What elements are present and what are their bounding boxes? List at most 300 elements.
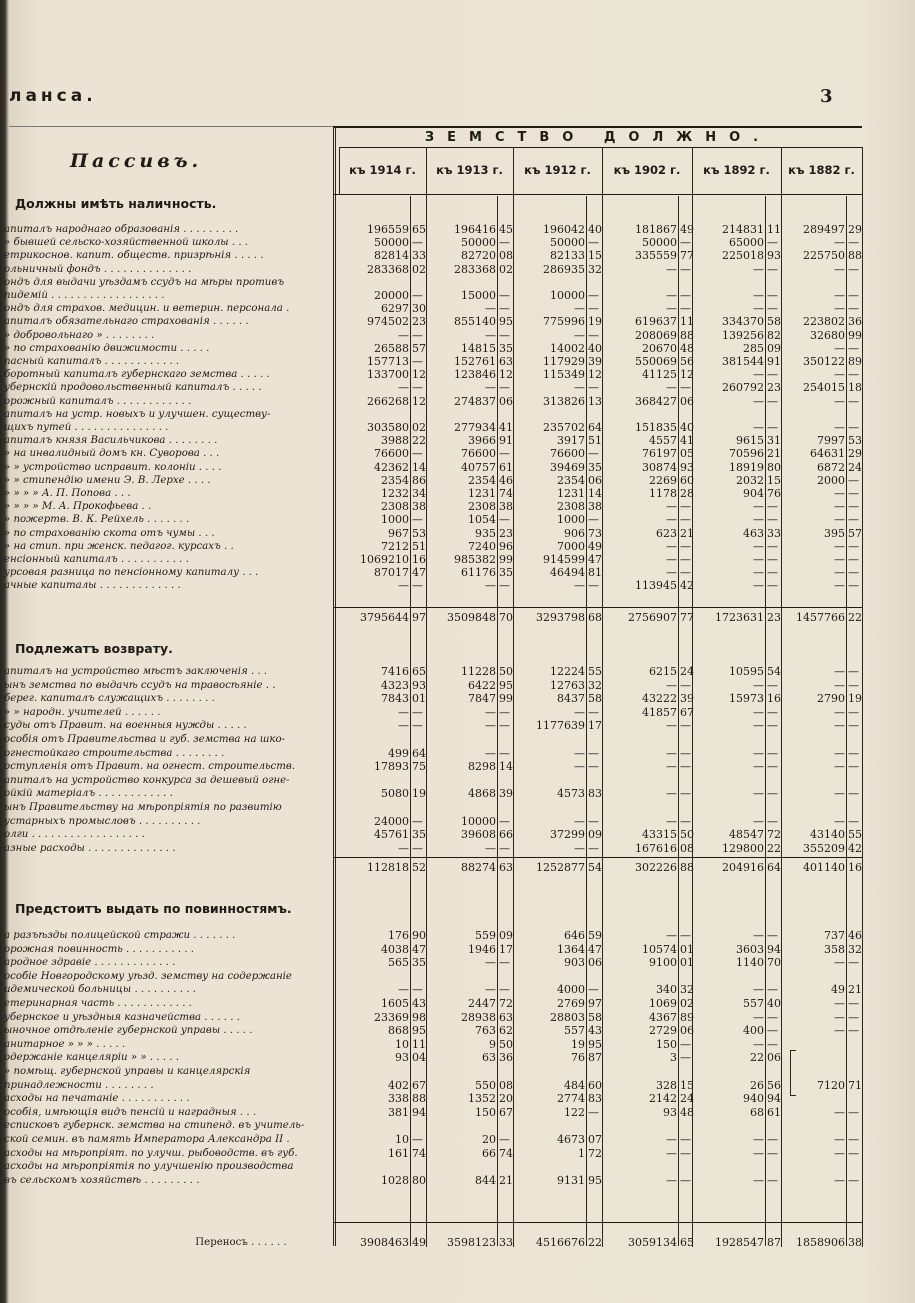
cell-rubles: — xyxy=(753,500,764,514)
table-row xyxy=(0,970,915,983)
cell-rubles: 20670 xyxy=(642,341,677,355)
cell-rubles: 76 xyxy=(571,1051,585,1065)
cell-rubles: 117929 xyxy=(543,355,585,368)
cell-rubles: 328 xyxy=(656,1078,677,1092)
cell-kopeks: 35 xyxy=(412,956,426,970)
cell-kopeks: 02 xyxy=(680,997,694,1010)
cell-rubles: — xyxy=(666,1146,677,1160)
cell-kopeks: — xyxy=(680,746,691,760)
cell-kopeks: 46 xyxy=(499,473,513,487)
cell-kopeks: 12 xyxy=(588,368,602,382)
cell-kopeks: 55 xyxy=(848,828,862,842)
row-label: ынъ Правительству на мѣропріятія по развитію xyxy=(4,802,282,813)
cell-rubles: — xyxy=(834,566,845,580)
cell-kopeks: 62 xyxy=(499,1024,513,1038)
cell-kopeks: — xyxy=(848,678,859,692)
cell-rubles: 150 xyxy=(656,1037,677,1051)
total-row xyxy=(0,611,915,624)
cell-kopeks: — xyxy=(499,746,510,760)
cell-rubles: 46494 xyxy=(550,566,585,580)
cell-rubles: 7000 xyxy=(557,539,585,553)
cell-kopeks: 20 xyxy=(499,1092,513,1106)
cell-rubles: 133700 xyxy=(367,368,409,382)
row-label: асходы на печатаніе . . . . . . . . . . . xyxy=(4,1093,190,1105)
row-label: етеринарная часть . . . . . . . . . . . . xyxy=(4,998,192,1009)
cell-kopeks: 40 xyxy=(767,997,781,1010)
cell-kopeks: 41 xyxy=(499,421,513,434)
cell-rubles: 283368 xyxy=(454,262,496,276)
cell-rubles: 93 xyxy=(395,1051,409,1065)
cell-rubles: 914599 xyxy=(543,553,585,566)
cell-kopeks: — xyxy=(848,760,859,774)
cell-rubles: 6297 xyxy=(381,302,409,316)
cell-kopeks: 71 xyxy=(848,1078,862,1092)
cell-rubles: 12224 xyxy=(550,665,585,678)
cell-kopeks: 49 xyxy=(680,223,694,236)
cell-rubles: 26588 xyxy=(374,341,409,355)
cell-rubles: 139256 xyxy=(722,328,764,342)
cell-rubles: 1946 xyxy=(468,942,496,956)
cell-kopeks: 22 xyxy=(848,611,862,624)
cell-rubles: — xyxy=(834,1146,845,1160)
cell-kopeks: — xyxy=(848,787,859,801)
cell-rubles: — xyxy=(753,814,764,828)
cell-kopeks: — xyxy=(767,1010,778,1024)
cell-kopeks: 58 xyxy=(588,1010,602,1024)
cell-rubles: 2447 xyxy=(468,997,496,1010)
cell-kopeks: 80 xyxy=(412,1173,426,1187)
cell-rubles: — xyxy=(574,579,585,593)
row-label: » » стипендію имени Э. В. Лерхе . . . . xyxy=(4,474,211,486)
row-label: ондъ для выдачи уѣздамъ ссудъ на мѣры противъ xyxy=(4,276,285,288)
table-row xyxy=(0,381,915,394)
cell-kopeks: 15 xyxy=(680,1078,694,1092)
cell-rubles: 868 xyxy=(388,1024,409,1038)
cell-rubles: — xyxy=(666,787,677,801)
cell-kopeks: — xyxy=(848,553,859,566)
cell-rubles: — xyxy=(834,814,845,828)
cell-kopeks: — xyxy=(848,421,859,434)
cell-kopeks: — xyxy=(848,1173,859,1187)
cell-kopeks: — xyxy=(680,719,691,733)
cell-kopeks: — xyxy=(680,1173,691,1187)
table-row xyxy=(0,263,915,276)
cell-rubles: 4516676 xyxy=(536,1236,585,1249)
cell-kopeks: 64 xyxy=(588,421,602,434)
cell-rubles: 381544 xyxy=(722,355,764,368)
cell-kopeks: 16 xyxy=(848,861,862,874)
cell-rubles: 7997 xyxy=(817,434,845,448)
cell-rubles: 23369 xyxy=(374,1010,409,1024)
cell-rubles: 855140 xyxy=(454,315,496,329)
cell-kopeks: 67 xyxy=(499,1105,513,1119)
cell-rubles: 3795644 xyxy=(360,611,409,624)
cell-rubles: 196416 xyxy=(454,223,496,236)
cell-kopeks: 88 xyxy=(680,328,694,342)
table-row xyxy=(0,329,915,342)
cell-kopeks: 86 xyxy=(412,473,426,487)
top-rule-left xyxy=(9,126,334,127)
cell-kopeks: 77 xyxy=(680,611,694,624)
cell-kopeks: — xyxy=(412,236,423,250)
cell-rubles: 763 xyxy=(475,1024,496,1038)
cell-kopeks: 02 xyxy=(499,262,513,276)
table-row xyxy=(0,1024,915,1037)
table-row xyxy=(0,692,915,705)
table-row xyxy=(0,665,915,678)
cell-kopeks: 88 xyxy=(680,861,694,874)
cell-kopeks: — xyxy=(767,983,778,997)
cell-kopeks: 38 xyxy=(499,500,513,514)
cell-rubles: 10000 xyxy=(461,814,496,828)
cell-kopeks: — xyxy=(767,760,778,774)
cell-kopeks: 09 xyxy=(767,341,781,355)
cell-kopeks: 76 xyxy=(767,487,781,500)
cell-kopeks: — xyxy=(412,513,423,527)
table-row xyxy=(0,706,915,719)
row-label: ойкій матеріалъ . . . . . . . . . . . . xyxy=(4,788,173,800)
column-header: къ 1902 г. xyxy=(613,163,681,177)
cell-rubles: — xyxy=(834,236,845,250)
cell-rubles: — xyxy=(666,814,677,828)
cell-rubles: 7212 xyxy=(381,539,409,553)
cell-rubles: — xyxy=(753,929,764,942)
cell-rubles: — xyxy=(753,302,764,316)
cell-rubles: — xyxy=(666,1133,677,1146)
cell-kopeks: — xyxy=(848,746,859,760)
cell-kopeks: — xyxy=(680,814,691,828)
table-row xyxy=(0,1133,915,1146)
cell-kopeks: — xyxy=(767,719,778,733)
cell-rubles: 4000 xyxy=(557,983,585,997)
cell-rubles: — xyxy=(753,289,764,302)
cell-rubles: — xyxy=(834,997,845,1010)
table-row xyxy=(0,461,915,474)
row-label: етрикоснов. капит. обществ. призрѣнія . . . . . xyxy=(4,250,264,262)
cell-kopeks: 33 xyxy=(499,1236,513,1249)
cell-kopeks: 64 xyxy=(767,861,781,874)
row-label: пидемій . . . . . . . . . . . . . . . . . . xyxy=(4,290,165,301)
cell-rubles: 63 xyxy=(482,1051,496,1065)
cell-kopeks: — xyxy=(680,289,691,302)
cell-kopeks: 49 xyxy=(412,1236,426,1249)
cell-rubles: 2354 xyxy=(557,473,585,487)
cell-rubles: — xyxy=(666,381,677,395)
cell-kopeks: 68 xyxy=(588,611,602,624)
cell-kopeks: — xyxy=(588,236,599,250)
cell-kopeks: — xyxy=(767,539,778,553)
cell-kopeks: — xyxy=(499,705,510,719)
cell-kopeks: — xyxy=(680,929,691,942)
cell-rubles: — xyxy=(485,983,496,997)
cell-kopeks: 91 xyxy=(499,434,513,448)
cell-kopeks: 96 xyxy=(499,539,513,553)
table-row xyxy=(0,276,915,289)
total-rule xyxy=(334,1222,862,1223)
cell-kopeks: 60 xyxy=(680,473,694,487)
cell-rubles: — xyxy=(666,746,677,760)
cell-kopeks: — xyxy=(848,1133,859,1146)
cell-rubles: 283368 xyxy=(367,262,409,276)
cell-rubles: — xyxy=(753,705,764,719)
cell-rubles: 1140 xyxy=(736,956,764,970)
cell-rubles: — xyxy=(666,553,677,566)
section-title: Должны имѣть наличность. xyxy=(15,196,217,211)
cell-kopeks: — xyxy=(680,500,691,514)
cell-rubles: — xyxy=(485,956,496,970)
cell-rubles: 1069 xyxy=(649,997,677,1010)
cell-kopeks: — xyxy=(499,381,510,395)
row-label: идемической больницы . . . . . . . . . . xyxy=(4,984,196,996)
cell-rubles: 61176 xyxy=(461,566,496,580)
cell-rubles: 401140 xyxy=(803,861,845,874)
cell-kopeks: 77 xyxy=(680,249,694,263)
cell-rubles: — xyxy=(574,381,585,395)
cell-rubles: 150 xyxy=(475,1105,496,1119)
cell-rubles: 9100 xyxy=(649,956,677,970)
row-label: орожная повинность . . . . . . . . . . . xyxy=(4,943,195,955)
cell-rubles: — xyxy=(398,719,409,733)
cell-rubles: 967 xyxy=(388,526,409,540)
cell-rubles: — xyxy=(753,579,764,593)
cell-kopeks: 63 xyxy=(499,1010,513,1024)
cell-rubles: 22 xyxy=(750,1051,764,1065)
cell-rubles: 43140 xyxy=(810,828,845,842)
cell-rubles: — xyxy=(753,787,764,801)
cell-rubles: — xyxy=(834,394,845,408)
cell-rubles: — xyxy=(834,760,845,774)
row-label: убернскій продовольственный капиталъ . . . . . xyxy=(4,382,262,394)
cell-rubles: 402 xyxy=(388,1078,409,1092)
cell-kopeks: — xyxy=(588,289,599,302)
row-label: анитарное » » » . . . . . xyxy=(4,1038,126,1050)
table-row xyxy=(0,842,915,855)
cell-rubles: 904 xyxy=(743,487,764,500)
cell-kopeks: — xyxy=(848,1010,859,1024)
cell-rubles: 557 xyxy=(564,1024,585,1038)
table-row xyxy=(0,368,915,381)
table-row xyxy=(0,527,915,540)
cell-rubles: — xyxy=(753,539,764,553)
cell-rubles: — xyxy=(666,500,677,514)
table-row xyxy=(0,395,915,408)
cell-rubles: 3603 xyxy=(736,942,764,956)
cell-rubles: 82133 xyxy=(550,249,585,263)
cell-kopeks: — xyxy=(499,1133,510,1146)
cell-rubles: 303580 xyxy=(367,421,409,434)
cell-kopeks: 74 xyxy=(412,1146,426,1160)
cell-rubles: 214831 xyxy=(722,223,764,236)
cell-kopeks: — xyxy=(848,473,859,487)
cell-rubles: — xyxy=(666,566,677,580)
cell-rubles: 484 xyxy=(564,1078,585,1092)
cell-kopeks: — xyxy=(412,355,423,368)
cell-rubles: 381 xyxy=(388,1105,409,1119)
cell-rubles: — xyxy=(834,787,845,801)
cell-rubles: 313826 xyxy=(543,394,585,408)
cell-kopeks: — xyxy=(588,746,599,760)
title-rule xyxy=(340,147,862,148)
table-row xyxy=(0,815,915,828)
cell-rubles: 14815 xyxy=(461,341,496,355)
cell-kopeks: 29 xyxy=(848,447,862,461)
cell-rubles: 1352 xyxy=(468,1092,496,1106)
cell-rubles: 41857 xyxy=(642,705,677,719)
cell-rubles: 26 xyxy=(750,1078,764,1092)
cell-kopeks: 88 xyxy=(412,1092,426,1106)
row-label: » помѣщ. губернской управы и канцелярскія xyxy=(4,1066,251,1077)
cell-rubles: — xyxy=(753,566,764,580)
cell-rubles: 20000 xyxy=(374,289,409,302)
cell-kopeks: 32 xyxy=(680,983,694,997)
cell-rubles: 565 xyxy=(388,956,409,970)
row-label: боротный капиталъ губернскаго земства . . . . . xyxy=(4,369,270,381)
cell-rubles: 113945 xyxy=(635,579,677,593)
cell-kopeks: 72 xyxy=(499,997,513,1010)
cell-kopeks: — xyxy=(680,566,691,580)
cell-kopeks: — xyxy=(848,579,859,593)
cell-rubles: — xyxy=(666,678,677,692)
cell-kopeks: — xyxy=(412,814,423,828)
cell-kopeks: — xyxy=(412,328,423,342)
cell-kopeks: — xyxy=(680,236,691,250)
cell-rubles: 1605 xyxy=(381,997,409,1010)
header-rule xyxy=(334,194,862,195)
cell-kopeks: 99 xyxy=(499,692,513,706)
cell-kopeks: 75 xyxy=(412,760,426,774)
cell-rubles: 123846 xyxy=(454,368,496,382)
cell-kopeks: 39 xyxy=(499,787,513,801)
cell-rubles: — xyxy=(834,1105,845,1119)
cell-kopeks: 28 xyxy=(680,487,694,500)
row-label: » » » » М. А. Прокофьева . . xyxy=(4,501,152,513)
row-label: ской семин. въ память Императора Александра II . xyxy=(4,1134,290,1145)
cell-kopeks: — xyxy=(588,705,599,719)
table-row xyxy=(0,1160,915,1173)
cell-kopeks: 01 xyxy=(680,942,694,956)
row-label: берег. капиталъ служащихъ . . . . . . . . xyxy=(4,693,215,705)
cell-rubles: — xyxy=(753,746,764,760)
page-number: 3 xyxy=(820,86,833,107)
cell-rubles: 1252877 xyxy=(536,861,585,874)
cell-kopeks: — xyxy=(412,447,423,461)
cell-rubles: — xyxy=(753,368,764,382)
cell-rubles: 935 xyxy=(475,526,496,540)
cell-rubles: — xyxy=(753,678,764,692)
cell-kopeks: 09 xyxy=(588,828,602,842)
row-label: ародное здравіе . . . . . . . . . . . . . xyxy=(4,957,176,969)
cell-rubles: 1028 xyxy=(381,1173,409,1187)
cell-kopeks: 82 xyxy=(767,328,781,342)
cell-kopeks: 67 xyxy=(412,1078,426,1092)
cell-rubles: — xyxy=(753,513,764,527)
cell-rubles: 10 xyxy=(395,1037,409,1051)
cell-kopeks: — xyxy=(588,328,599,342)
cell-rubles: 2769 xyxy=(557,997,585,1010)
cell-rubles: — xyxy=(834,746,845,760)
cell-rubles: 4673 xyxy=(557,1133,585,1146)
cell-rubles: — xyxy=(834,705,845,719)
cell-rubles: 1723631 xyxy=(715,611,764,624)
cell-rubles: 112818 xyxy=(367,861,409,874)
cell-kopeks: — xyxy=(680,1037,691,1051)
cell-rubles: — xyxy=(574,814,585,828)
cell-rubles: 358 xyxy=(824,942,845,956)
row-label: урсовая разница по пенсіонному капиталу . . . xyxy=(4,567,259,579)
table-row xyxy=(0,421,915,434)
cell-rubles: 1178 xyxy=(649,487,677,500)
cell-kopeks: 11 xyxy=(412,1037,426,1051)
cell-kopeks: — xyxy=(499,447,510,461)
cell-rubles: — xyxy=(398,579,409,593)
cell-kopeks: — xyxy=(848,236,859,250)
cell-kopeks: — xyxy=(499,328,510,342)
cell-rubles: — xyxy=(574,841,585,855)
cell-rubles: 24000 xyxy=(374,814,409,828)
cell-kopeks: — xyxy=(588,381,599,395)
cell-rubles: — xyxy=(485,746,496,760)
cell-kopeks: 19 xyxy=(588,315,602,329)
cell-kopeks: 41 xyxy=(680,434,694,448)
cell-kopeks: 30 xyxy=(412,302,426,316)
cell-kopeks: 21 xyxy=(680,526,694,540)
cell-kopeks: — xyxy=(412,381,423,395)
cell-rubles: 1054 xyxy=(468,513,496,527)
cell-kopeks: 54 xyxy=(767,665,781,678)
row-label: особіе Новгородскому уѣзд. земству на содержаніе xyxy=(4,970,292,982)
cell-rubles: 355209 xyxy=(803,841,845,855)
cell-rubles: 1231 xyxy=(557,487,585,500)
cell-kopeks: — xyxy=(588,1105,599,1119)
cell-rubles: — xyxy=(753,1037,764,1051)
cell-rubles: 10000 xyxy=(550,289,585,302)
cell-kopeks: 49 xyxy=(588,539,602,553)
cell-kopeks: 67 xyxy=(680,705,694,719)
cell-kopeks: 63 xyxy=(499,355,513,368)
cell-kopeks: — xyxy=(680,1146,691,1160)
cell-rubles: 550069 xyxy=(635,355,677,368)
table-row xyxy=(0,956,915,969)
cell-kopeks: 17 xyxy=(499,942,513,956)
cell-rubles: 50000 xyxy=(461,236,496,250)
cell-kopeks: — xyxy=(848,262,859,276)
cell-kopeks: 87 xyxy=(588,1051,602,1065)
cell-kopeks: 47 xyxy=(588,942,602,956)
cell-rubles: 2308 xyxy=(381,500,409,514)
cell-rubles: 974502 xyxy=(367,315,409,329)
cell-rubles: 1069210 xyxy=(360,553,409,566)
cell-rubles: 167616 xyxy=(635,841,677,855)
group-brace xyxy=(790,1050,796,1096)
cell-rubles: 68 xyxy=(750,1105,764,1119)
cell-kopeks: 51 xyxy=(588,434,602,448)
cell-kopeks: — xyxy=(412,705,423,719)
row-label: орожный капиталъ . . . . . . . . . . . . xyxy=(4,395,192,407)
cell-kopeks: 38 xyxy=(412,500,426,514)
cell-kopeks: — xyxy=(848,814,859,828)
cell-rubles: 775996 xyxy=(543,315,585,329)
cell-rubles: — xyxy=(753,1146,764,1160)
cell-kopeks: 39 xyxy=(588,355,602,368)
cell-rubles: 7416 xyxy=(381,665,409,678)
cell-rubles: — xyxy=(574,705,585,719)
cell-rubles: 737 xyxy=(824,929,845,942)
cell-rubles: 1364 xyxy=(557,942,585,956)
cell-rubles: 4868 xyxy=(468,787,496,801)
cell-rubles: 1457766 xyxy=(796,611,845,624)
cell-kopeks: 58 xyxy=(588,692,602,706)
cell-kopeks: 39 xyxy=(680,692,694,706)
